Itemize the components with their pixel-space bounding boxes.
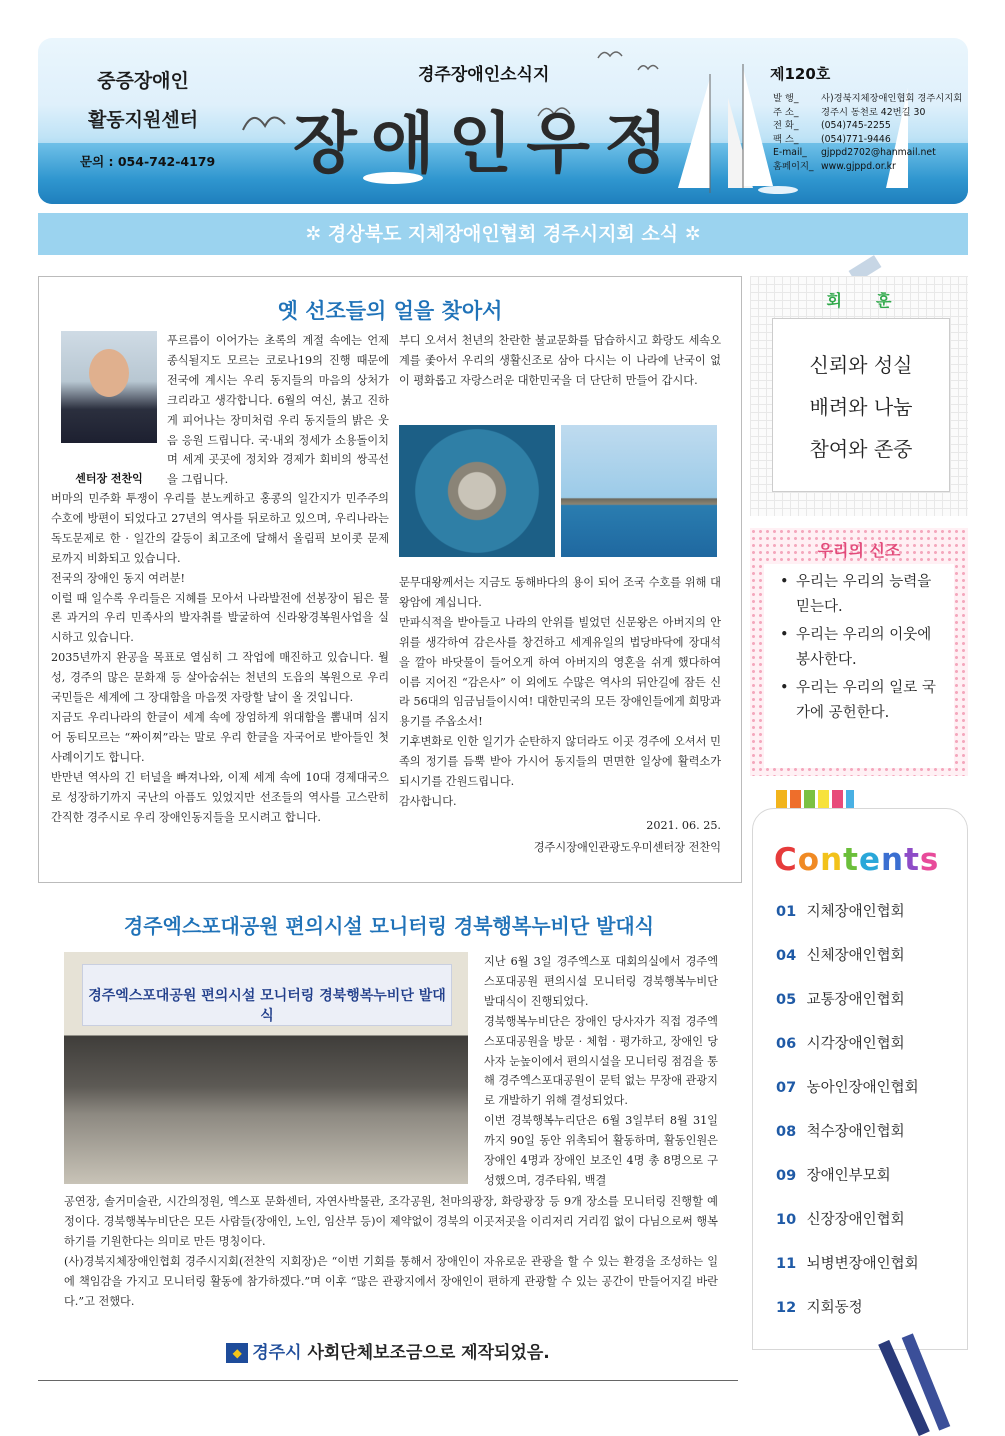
contents-title-letter: t — [843, 842, 859, 878]
section-banner: ✲ 경상북도 지체장애인협회 경주시지회 소식 ✲ — [38, 213, 968, 255]
contents-title-letter: n — [881, 842, 905, 878]
creed-card — [764, 564, 954, 768]
contents-title-letter: s — [919, 842, 940, 878]
info-row: E-mail_ gjppd2702@hanmail.net — [773, 147, 936, 159]
masthead — [38, 38, 968, 204]
group-photo — [64, 952, 468, 1184]
center-name-line2: 활동지원센터 — [87, 109, 199, 131]
support-center-box — [58, 66, 228, 170]
center-phone: 문의 : 054-742-4179 — [80, 154, 216, 169]
info-row: 홈페이지_ www.gjppd.or.kr — [773, 160, 896, 172]
creed-title: 우리의 신조 — [817, 541, 901, 560]
motto-card — [772, 318, 950, 492]
motto-line: 신뢰와 성실 — [809, 353, 913, 377]
contents-title-letter: n — [820, 842, 844, 878]
contents-item[interactable]: 04 신체장애인협회 — [776, 948, 905, 964]
newsletter-title: 장애인우정 — [293, 104, 682, 182]
creed-item: • 우리는 우리의 일로 국가에 공헌한다. — [778, 676, 948, 726]
newsletter-subtitle: 경주장애인소식지 — [418, 65, 550, 85]
contents-item[interactable]: 09 장애인부모회 — [776, 1168, 891, 1184]
article2-title: 경주엑스포대공원 편의시설 모니터링 경북행복누비단 발대식 — [123, 914, 655, 938]
contents-item[interactable]: 05 교통장애인협회 — [776, 992, 905, 1008]
motto-panel — [750, 276, 968, 516]
issue-number: 제120호 — [770, 65, 831, 83]
motto-line: 배려와 나눔 — [809, 395, 913, 419]
creed-list — [778, 570, 948, 729]
contents-item[interactable]: 10 신장장애인협회 — [776, 1212, 905, 1228]
contents-title — [774, 842, 939, 878]
contents-item[interactable]: 01 지체장애인협회 — [776, 904, 905, 920]
contents-item[interactable]: 12 지회동정 — [776, 1300, 863, 1316]
creed-item: • 우리는 우리의 능력을 믿는다. — [778, 570, 948, 620]
article2-bottom-text: 공연장, 솔거미술관, 시간의정원, 엑스포 문화센터, 자연사박물관, 조각공원, 천마의광장, 화랑광장 등 9개 장소를 모니터링 진행할 예정이다. 경북행복누비단은 모든 사람들(장애인, 노인, 임산부 등)이 제약없이 경북의 이곳저곳을 이리저리 거리낌 없이 다님으로써 행복하기를 기원한다는 의미로 만든 명칭이다. (사)경북지체장애인협회 경주시지회(전찬익 지회장)은 “이번 기회를 통해서 장애인이 자유로운 관광을 할 수 있는 환경을 조성하는 일에 책임감을 가지고 모니터링 활동에 참가하겠다.”며 이후 “많은 관광지에서 장애인이 편하게 관광할 수 있는 공간이 만들어지길 바란다.”고 전했다. — [64, 1195, 718, 1308]
city-emblem-icon: ◆ — [226, 1343, 248, 1363]
contents-item[interactable]: 11 뇌병변장애인협회 — [776, 1256, 919, 1272]
info-row: 발 행_ 사)경북지체장애인협회 경주시지회 — [773, 93, 963, 104]
island-photo — [561, 425, 717, 557]
portrait-caption: 센터장 전찬익 — [75, 472, 143, 485]
creed-panel — [750, 528, 968, 776]
footer-divider — [38, 1380, 738, 1381]
article1-signature: 경주시장애인관광도우미센터장 전찬익 — [533, 841, 721, 854]
contents-title-letter: o — [797, 842, 821, 878]
footer-notice — [38, 1338, 738, 1363]
creed-item: • 우리는 우리의 이웃에 봉사한다. — [778, 623, 948, 673]
contents-list — [776, 900, 956, 1340]
contents-item[interactable]: 08 척수장애인협회 — [776, 1124, 905, 1140]
center-name-line1: 중증장애인 — [97, 70, 189, 92]
portrait-photo — [61, 331, 157, 443]
contents-title-letter: e — [858, 842, 882, 878]
footer-text: 사회단체보조금으로 제작되었음. — [307, 1343, 550, 1363]
article1-date: 2021. 06. 25. — [646, 819, 721, 832]
info-row: 팩 스_ (054)771-9446 — [773, 133, 891, 145]
article2-right-column: 지난 6월 3일 경주엑스포 대회의실에서 경주엑스포대공원 편의시설 모니터링 경북행복누비단 발대식이 진행되었다. 경북행복누비단은 장애인 당사자가 직접 경주엑스포대공원을 방문 · 체험 · 평가하고, 장애인 당사자 눈높이에서 편의시설을 모니터링 점검을 통해 경주엑스포대공원이 문턱 없는 무장애 관광지로 개발하기 위해 결성되었다. 이번 경북행복누리단은 6월 3일부터 8월 31일까지 90일 동안 위촉되어 활동하며, 활동인원은 장애인 4명과 장애인 보조인 4명 총 8명으로 구성했으며, 경주타워, 백결 — [484, 955, 718, 1187]
motto-title: 회훈 — [826, 291, 926, 310]
footer-city: 경주시 — [252, 1343, 302, 1363]
contents-title-letter: t — [904, 842, 920, 878]
contents-item[interactable]: 07 농아인장애인협회 — [776, 1080, 919, 1096]
info-row: 주 소_ 경주시 동천로 42번길 30 — [773, 106, 926, 118]
article1-col2-bottom: 문무대왕께서는 지금도 동해바다의 용이 되어 조국 수호를 위해 대왕암에 계십니다. 만파식적을 받아들고 나라의 안위를 빌었던 신문왕은 아버지의 안위를 생각하여 감은사를 창건하고 세계유일의 법당바닥에 장대석을 깔아 바닷물이 들어오게 하여 아버지의 영혼을 쉬게 했다하여 이름 지어진 “감은사” 이 외에도 수많은 역사의 뒤안길에 잠든 신라 56대의 임금님들이시여! 대한민국의 모든 장애인들에게 희망과 용기를 주옵소서! 기후변화로 인한 일기가 순탄하지 않더라도 이곳 경주에 오셔서 민족의 정기를 듬뿍 받아 가시어 동지들의 면면한 일상에 활력소가 되시기를 간원드립니다. 감사합니다. — [399, 576, 721, 808]
contents-item[interactable]: 06 시각장애인협회 — [776, 1036, 905, 1052]
event-banner-in-photo: 경주엑스포대공원 편의시설 모니터링 경북행복누비단 발대식 — [82, 964, 452, 1026]
article1-col1-top: 푸르름이 이어가는 초록의 계절 속에는 언제 종식될지도 모르는 코로나19의 진행 때문에 전국에 계시는 우리 동지들의 마음의 상처가 크리라고 생각합니다. 6월의 여신, 붉고 진하게 피어나는 장미처럼 우리 동지들의 밝은 웃음 응원 드립니다. 국·내외 정세가 소용돌이치며 세계 곳곳에 정치와 경제가 회비의 쌍곡선을 그립니다. — [167, 334, 389, 487]
article-box — [38, 276, 742, 883]
publisher-info — [773, 92, 962, 174]
article1-col1-bottom: 버마의 민주화 투쟁이 우리를 분노케하고 홍콩의 일간지가 민주주의 수호에 방편이 되었다고 27년의 역사를 뒤로하고 있으며, 우리나라는 독도문제로 한 · 일간의 갈등이 최고조에 달해서 올림픽 보이콧 문제로까지 비화되고 있습니다. 전국의 장애인 동지 여러분! 이럴 때 일수록 우리들은 지혜를 모아서 나라발전에 선봉장이 됨은 물론 과거의 우리 민족사의 발자취를 발굴하여 신라왕경복원사업을 실시하고 있습니다. 2035년까지 완공을 목표로 열심히 그 작업에 매진하고 있습니다. 월성, 경주의 많은 문화재 등 살아숨쉬는 천년의 도읍의 복원으로 우리국민들은 세계에 그 장대함을 마음껏 자랑할 날이 올 것입니다. 지금도 우리나라의 한글이 세계 속에 장엄하게 위대함을 뽐내며 심지어 동티모르는 “짜이찌”라는 말로 우리 한글을 자국어로 받아들인 첫 사례이기도 합니다. 반만년 역사의 긴 터널을 빠져나와, 이제 세계 속에 10대 경제대국으로 성장하기까지 국난의 아픔도 있었지만 선조들의 역사를 고스란히 간직한 경주시로 우리 장애인동지들을 모시려고 합니다. — [51, 492, 389, 824]
sea-rock-photo — [399, 425, 555, 557]
info-row: 전 화_ (054)745-2255 — [773, 120, 891, 132]
contents-title-letter: C — [774, 842, 798, 878]
motto-line: 참여와 존중 — [809, 437, 913, 461]
article1-col2-top: 부디 오셔서 천년의 찬란한 불교문화를 답습하시고 화랑도 세속오계를 좇아서 우리의 생활신조로 삼아 다시는 이 나라에 난국이 없이 평화롭고 자랑스러운 대한민국을 더 단단히 만들어 갑시다. — [399, 334, 721, 387]
article1-title: 옛 선조들의 얼을 찾아서 — [277, 299, 503, 323]
